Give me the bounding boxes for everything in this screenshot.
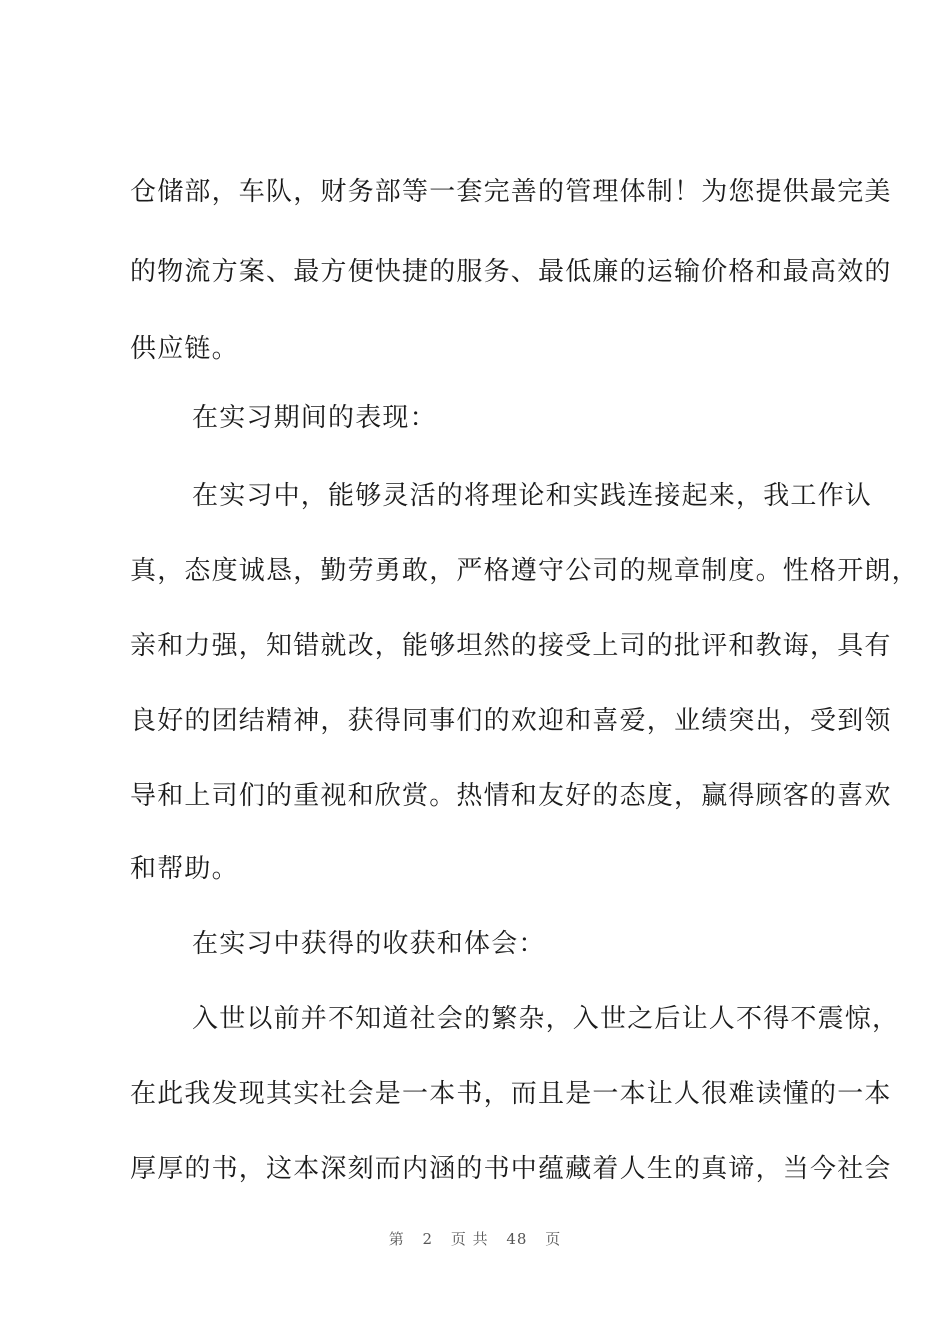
footer-page-number: 2 <box>422 1230 434 1248</box>
section-heading: 在实习中获得的收获和体会： <box>192 929 546 959</box>
body-text-line: 的物流方案、最方便快捷的服务、最低廉的运输价格和最高效的 <box>130 257 892 287</box>
body-text-line: 在此我发现其实社会是一本书，而且是一本让人很难读懂的一本 <box>130 1079 892 1109</box>
section-heading: 在实习期间的表现： <box>192 403 437 433</box>
body-text-line: 良好的团结精神，获得同事们的欢迎和喜爱，业绩突出，受到领 <box>130 706 892 736</box>
footer-prefix: 第 <box>388 1230 405 1248</box>
body-text-line: 和帮助。 <box>130 854 239 884</box>
body-text-line: 真，态度诚恳，勤劳勇敢，严格遵守公司的规章制度。性格开朗， <box>130 556 919 586</box>
footer-total-pages: 48 <box>506 1230 528 1248</box>
body-text-line: 厚厚的书，这本深刻而内涵的书中蕴藏着人生的真谛，当今社会 <box>130 1154 892 1184</box>
body-text-line: 入世以前并不知道社会的繁杂，入世之后让人不得不震惊， <box>192 1004 900 1034</box>
body-text-line: 仓储部，车队，财务部等一套完善的管理体制！为您提供最完美 <box>130 177 892 207</box>
body-text-line: 供应链。 <box>130 334 239 364</box>
body-text-line: 导和上司们的重视和欣赏。热情和友好的态度，赢得顾客的喜欢 <box>130 781 892 811</box>
footer-middle: 页 共 <box>450 1230 489 1248</box>
footer-suffix: 页 <box>545 1230 562 1248</box>
body-text-line: 亲和力强，知错就改，能够坦然的接受上司的批评和教诲，具有 <box>130 631 892 661</box>
page-footer <box>0 1228 950 1249</box>
body-text-line: 在实习中，能够灵活的将理论和实践连接起来，我工作认 <box>192 481 873 511</box>
